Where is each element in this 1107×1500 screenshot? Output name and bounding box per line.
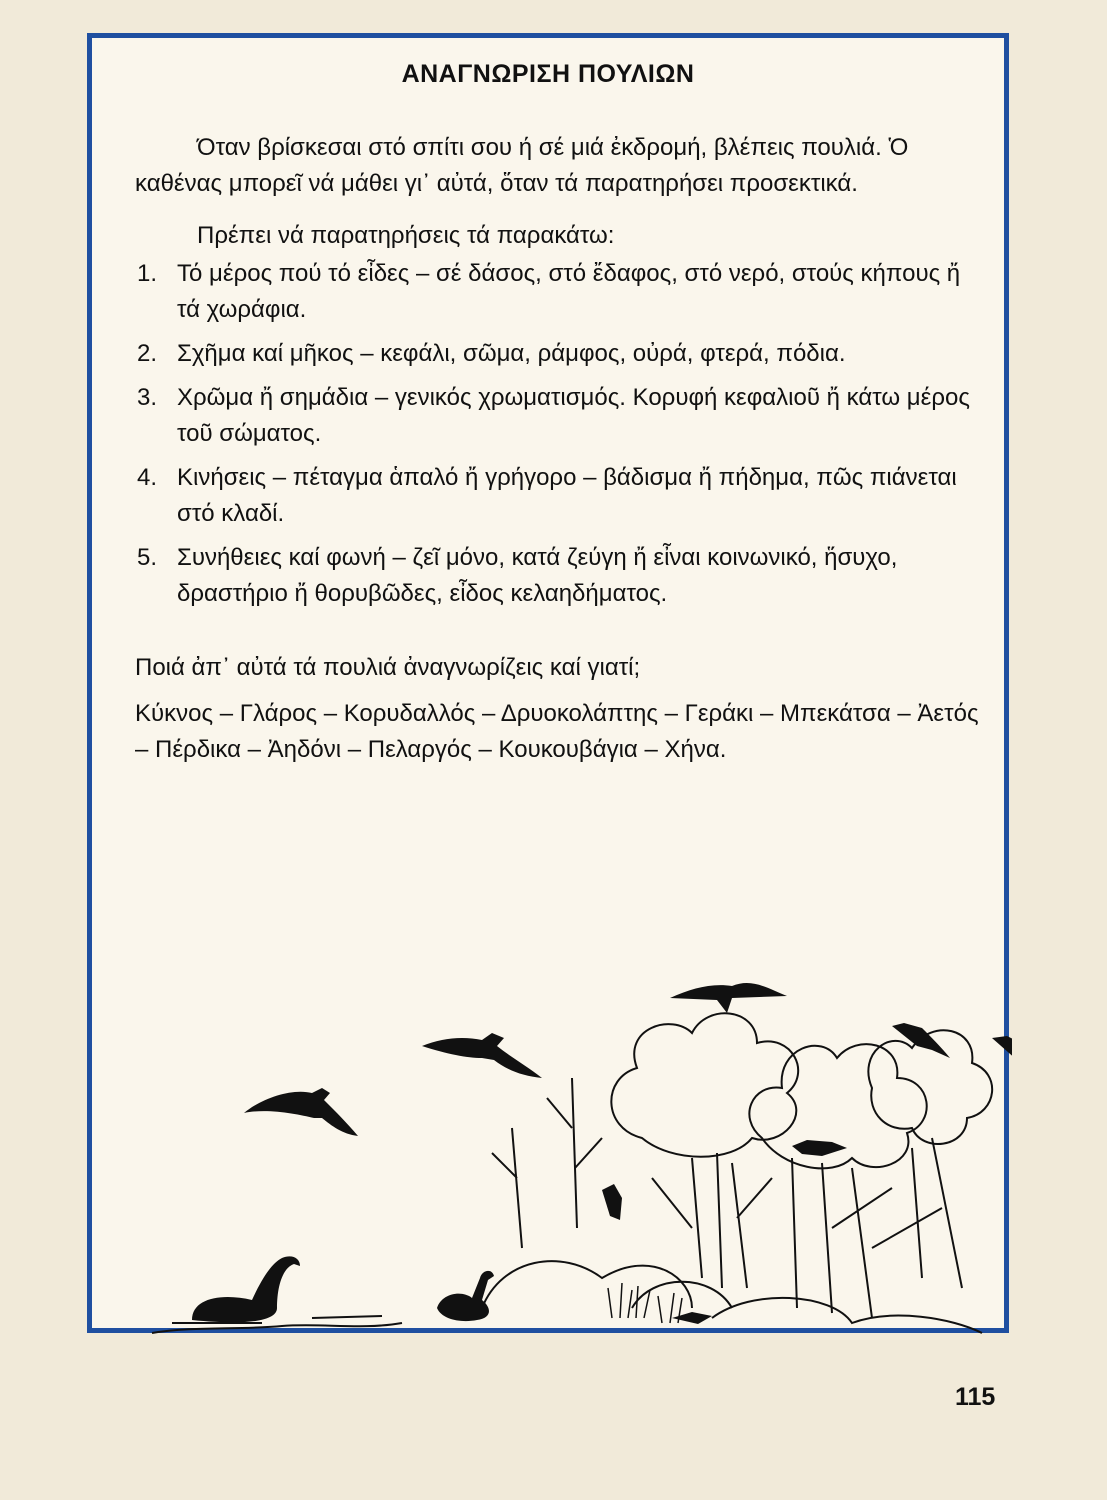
observation-list [135,256,986,612]
question-text: Ποιά ἀπ᾽ αὐτά τά πουλιά ἀναγνωρίζεις καί γιατί; [135,654,641,681]
swan-silhouette [192,1256,300,1322]
page-number: 115 [955,1383,996,1411]
water-birds [192,1256,494,1322]
list-item-text: Συνήθειες καί φωνή – ζεῖ μόνο, κατά ζεύγη ἤ εἶναι κοινωνικό, ἥσυχο, δραστήριο ἤ θορυβῶδες, εἶδος κελαηδήματος. [177,544,898,607]
woodpecker-silhouette [602,1184,622,1220]
flying-birds [244,983,787,1136]
eagle-silhouette [670,983,787,1013]
magpie-silhouette [992,1036,1012,1076]
nightingale-silhouette [792,1140,847,1156]
list-item [135,336,986,372]
list-item-text: Κινήσεις – πέταγμα ἁπαλό ἤ γρήγορο – βάδισμα ἤ πήδημα, πῶς πιάνεται στό κλαδί. [177,464,957,527]
birds-scene-illustration [132,928,1012,1348]
intro-paragraph: Όταν βρίσκεσαι στό σπίτι σου ή σέ μιά ἐκδρομή, βλέπεις πουλιά. Ὁ καθένας μπορεῖ νά μάθει γι᾽ αὐτά, ὅταν τά παρατηρήσει προσεκτικά. [135,134,909,197]
list-item-number: 1. [137,260,158,287]
list-item-text: Σχῆμα καί μῆκος – κεφάλι, σῶμα, ράμφος, οὐρά, φτερά, πόδια. [177,340,846,367]
grass-tufts [608,1283,682,1323]
instruction-paragraph: Πρέπει νά παρατηρήσεις τά παρακάτω: [197,222,615,249]
list-item-number: 5. [137,544,158,571]
page-title: ΑΝΑΓΝΩΡΙΣΗ ΠΟΥΛΙΩΝ [401,60,695,88]
list-item-number: 2. [137,340,158,367]
body-text [135,130,986,768]
list-item [135,540,986,612]
list-item [135,256,986,328]
goose-silhouette [437,1271,494,1321]
list-item-number: 4. [137,464,158,491]
falcon-silhouette [244,1088,358,1136]
bird-names-list: Κύκνος – Γλάρος – Κορυδαλλός – Δρυοκολάπτης – Γεράκι – Μπεκάτσα – Ἀετός – Πέρδικα – Ἀηδόνι – Πελαργός – Κουκουβάγια – Χήνα. [135,700,979,763]
swift-silhouette [422,1033,542,1078]
water-lines [152,1316,402,1333]
list-item-text: Χρῶμα ἤ σημάδια – γενικός χρωματισμός. Κορυφή κεφαλιοῦ ἤ κάτω μέρος τοῦ σώματος. [177,384,970,447]
perched-birds [602,1023,1012,1324]
list-item-number: 3. [137,384,158,411]
trees-outline [482,1013,992,1333]
list-item [135,460,986,532]
content-frame [87,33,1009,1333]
list-item [135,380,986,452]
list-item-text: Τό μέρος πού τό εἶδες – σέ δάσος, στό ἔδαφος, στό νερό, στούς κήπους ἤ τά χωράφια. [177,260,961,323]
